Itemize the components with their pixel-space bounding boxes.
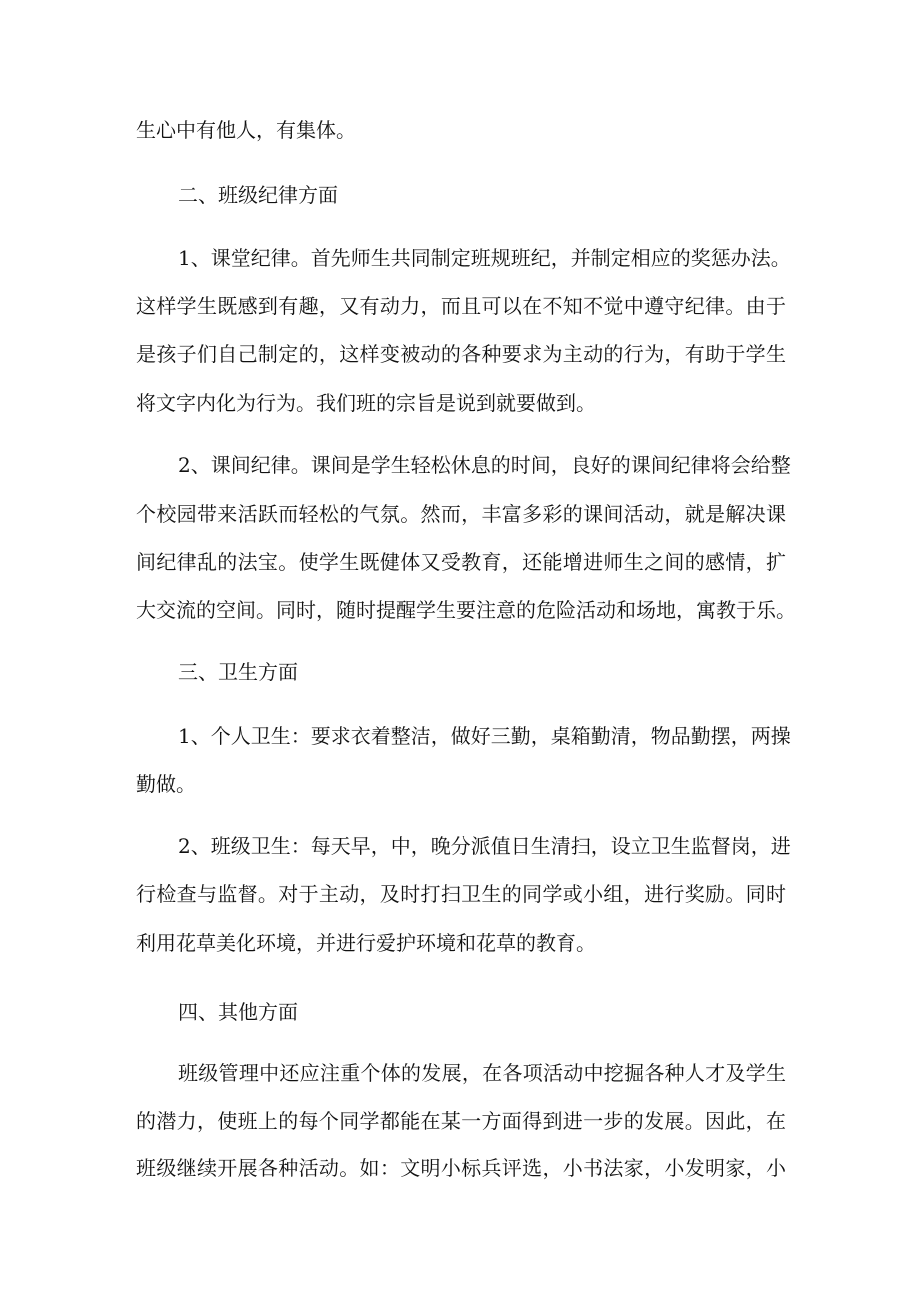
text-line: 大交流的空间。同时，随时提醒学生要注意的危险活动和场地，寓教于乐。: [136, 598, 796, 622]
text-line: 个校园带来活跃而轻松的气氛。然而，丰富多彩的课间活动，就是解决课: [136, 502, 786, 526]
text-line: 间纪律乱的法宝。使学生既健体又受教育，还能增进师生之间的感情，扩: [136, 550, 786, 574]
text-line: 班级继续开展各种活动。如：文明小标兵评选，小书法家，小发明家，小: [136, 1156, 786, 1180]
text-line: 这样学生既感到有趣，又有动力，而且可以在不知不觉中遵守纪律。由于: [136, 294, 786, 318]
text-line: 1、个人卫生：要求衣着整洁，做好三勤，桌箱勤清，物品勤摆，两操: [178, 724, 791, 748]
text-line: 1、课堂纪律。首先师生共同制定班规班纪，并制定相应的奖惩办法。: [178, 246, 791, 270]
text-line: 2、班级卫生：每天早，中，晚分派值日生清扫，设立卫生监督岗，进: [178, 834, 791, 858]
section-heading: 二、班级纪律方面: [178, 183, 338, 207]
text-line: 2、课间纪律。课间是学生轻松休息的时间，良好的课间纪律将会给整: [178, 453, 791, 477]
section-heading: 四、其他方面: [178, 1000, 298, 1024]
text-line: 生心中有他人，有集体。: [136, 118, 356, 142]
text-line: 行检查与监督。对于主动，及时打扫卫生的同学或小组，进行奖励。同时: [136, 882, 786, 906]
text-line: 将文字内化为行为。我们班的宗旨是说到就要做到。: [136, 391, 596, 415]
text-line: 是孩子们自己制定的，这样变被动的各种要求为主动的行为，有助于学生: [136, 342, 786, 366]
text-line: 勤做。: [136, 772, 196, 796]
section-heading: 三、卫生方面: [178, 660, 298, 684]
text-line: 的潜力，使班上的每个同学都能在某一方面得到进一步的发展。因此，在: [136, 1109, 786, 1133]
text-line: 利用花草美化环境，并进行爱护环境和花草的教育。: [136, 931, 596, 955]
text-line: 班级管理中还应注重个体的发展，在各项活动中挖掘各种人才及学生: [178, 1061, 786, 1085]
